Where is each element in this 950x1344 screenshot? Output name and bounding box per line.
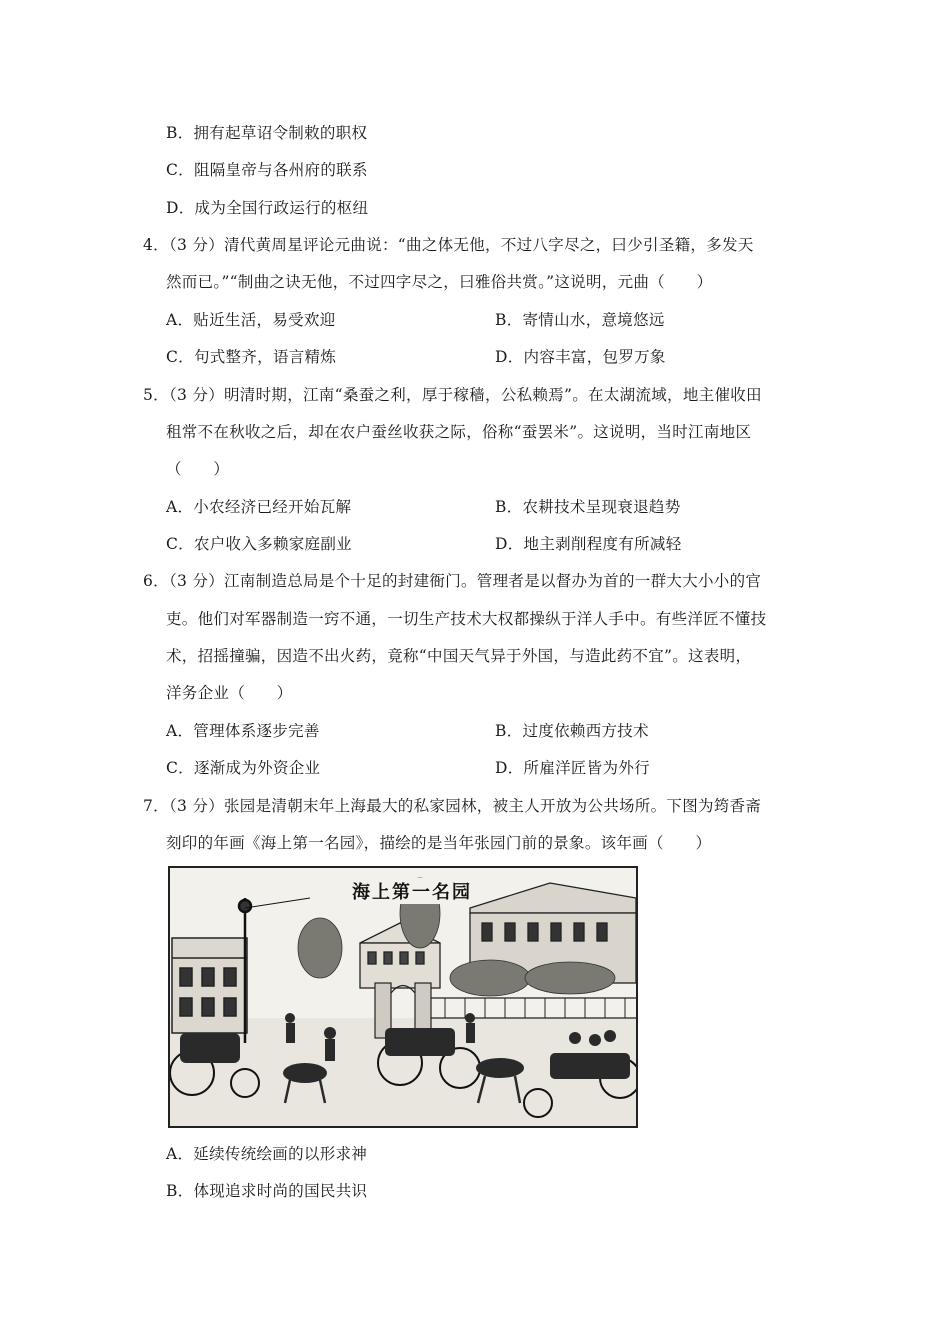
q6-stem-line2: 吏。他们对军器制造一窍不通，一切生产技术大权都操纵于洋人手中。有些洋匠不懂技 bbox=[166, 610, 767, 628]
street-scene-drawing bbox=[170, 868, 636, 1126]
q5-stem-line3: （ ） bbox=[166, 460, 230, 478]
q4-option-d: D．内容丰富，包罗万象 bbox=[495, 348, 666, 366]
q6-stem-line4: 洋务企业（ ） bbox=[166, 684, 293, 702]
q5-option-b: B．农耕技术呈现衰退趋势 bbox=[495, 498, 681, 516]
q6-option-a: A．管理体系逐步完善 bbox=[166, 722, 320, 740]
q7-stem-line1: 7．（3 分）张园是清朝末年上海最大的私家园林，被主人开放为公共场所。下图为筠香斋 bbox=[143, 797, 762, 815]
q5-option-d: D．地主剥削程度有所减轻 bbox=[495, 535, 682, 553]
q3-option-c: C．阻隔皇帝与各州府的联系 bbox=[166, 161, 368, 179]
q6-stem-line3: 术，招摇撞骗，因造不出火药，竟称“中国天气异于外国，与造此药不宜”。这表明， bbox=[166, 647, 752, 665]
q5-option-a: A．小农经济已经开始瓦解 bbox=[166, 498, 352, 516]
q3-option-b: B．拥有起草诏令制敕的职权 bbox=[166, 124, 368, 142]
q7-option-b: B．体现追求时尚的国民共识 bbox=[166, 1182, 368, 1200]
q5-option-c: C．农户收入多赖家庭副业 bbox=[166, 535, 352, 553]
q5-stem-line1: 5．（3 分）明清时期，江南“桑蚕之利，厚于稼穑，公私赖焉”。在太湖流域，地主催收田 bbox=[143, 386, 762, 404]
q3-option-d: D．成为全国行政运行的枢纽 bbox=[166, 199, 369, 217]
q4-stem-line2: 然而已。”“制曲之诀无他，不过四字尽之，曰雅俗共赏。”这说明，元曲（ ） bbox=[166, 273, 713, 291]
q7-option-a: A．延续传统绘画的以形求神 bbox=[166, 1145, 368, 1163]
q6-option-c: C．逐渐成为外资企业 bbox=[166, 759, 321, 777]
q4-option-c: C．句式整齐，语言精炼 bbox=[166, 348, 337, 366]
q6-option-b: B．过度依赖西方技术 bbox=[495, 722, 649, 740]
new-year-picture-illustration bbox=[168, 866, 638, 1128]
figure-title: 海上第一名园 bbox=[348, 878, 476, 904]
q5-stem-line2: 租常不在秋收之后，却在农户蚕丝收获之际，俗称“蚕罢米”。这说明，当时江南地区 bbox=[166, 423, 752, 441]
q4-option-b: B．寄情山水，意境悠远 bbox=[495, 311, 665, 329]
q4-option-a: A．贴近生活，易受欢迎 bbox=[166, 311, 336, 329]
q7-stem-line2: 刻印的年画《海上第一名园》，描绘的是当年张园门前的景象。该年画（ ） bbox=[166, 834, 712, 852]
q4-stem-line1: 4．（3 分）清代黄周星评论元曲说：“曲之体无他，不过八字尽之，曰少引圣籍，多发天 bbox=[143, 236, 754, 254]
q6-option-d: D．所雇洋匠皆为外行 bbox=[495, 759, 650, 777]
q6-stem-line1: 6．（3 分）江南制造总局是个十足的封建衙门。管理者是以督办为首的一群大大小小的官 bbox=[143, 572, 762, 590]
